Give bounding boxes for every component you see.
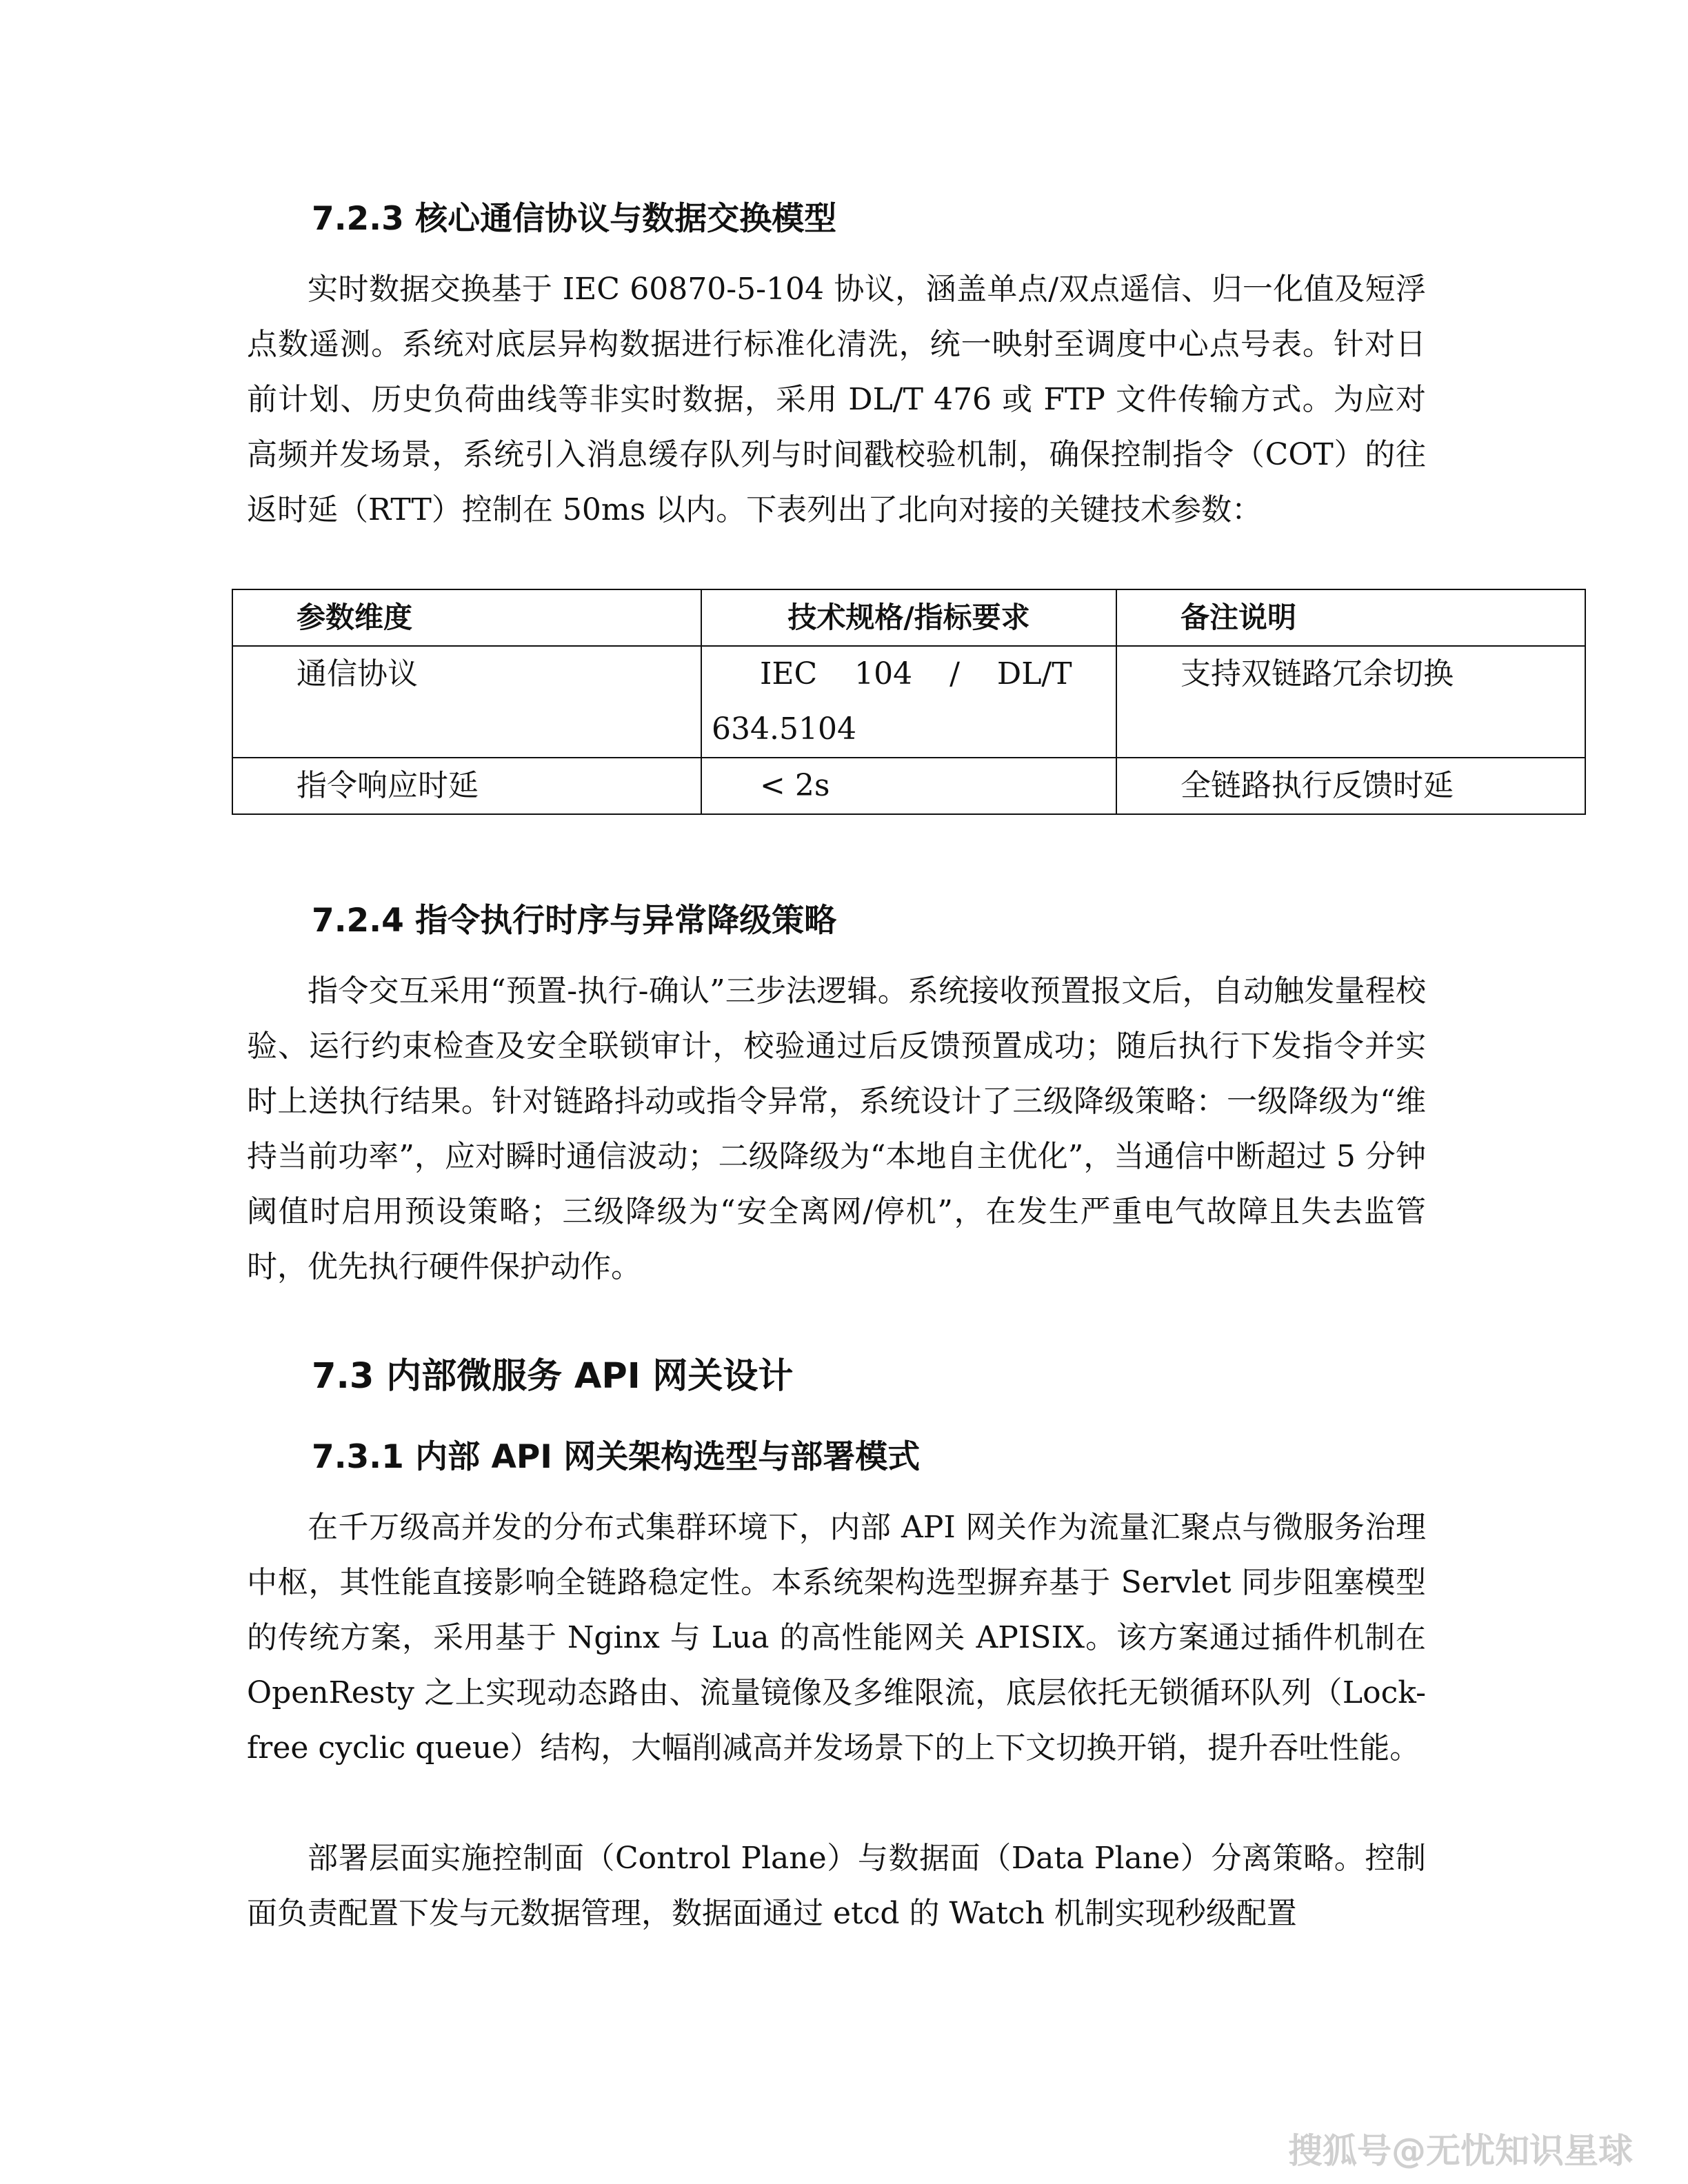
table-cell: IEC 104 / DL/T 634.5104 xyxy=(701,646,1116,758)
paragraph-7-3-1-b: 部署层面实施控制面（Control Plane）与数据面（Data Plane）分离策略。控制面负责配置下发与元数据管理，数据面通过 etcd 的 Watch 机制实现秒级配置 xyxy=(247,1841,1426,1931)
table-header-cell: 技术规格/指标要求 xyxy=(701,589,1116,646)
table-row xyxy=(232,758,1585,814)
paragraph-7-3-1-a: 在千万级高并发的分布式集群环境下，内部 API 网关作为流量汇聚点与微服务治理中枢，其性能直接影响全链路稳定性。本系统架构选型摒弃基于 Servlet 同步阻塞模型的传统方案，采用基于 Nginx 与 Lua 的高性能网关 APISIX。该方案通过插件机制在 OpenResty 之上实现动态路由、流量镜像及多维限流，底层依托无锁循环队列（Lock-free cyclic queue）结构，大幅削减高并发场景下的上下文切换开销，提升吞吐性能。 xyxy=(247,1510,1426,1766)
section-heading-7-2-3: 7.2.3 核心通信协议与数据交换模型 xyxy=(312,200,837,238)
table-cell: 全链路执行反馈时延 xyxy=(1116,758,1585,814)
table-cell: 指令响应时延 xyxy=(232,758,701,814)
table-header-cell: 备注说明 xyxy=(1116,589,1585,646)
table-cell: < 2s xyxy=(701,758,1116,814)
paragraph-7-2-4: 指令交互采用“预置-执行-确认”三步法逻辑。系统接收预置报文后，自动触发量程校验、运行约束检查及安全联锁审计，校验通过后反馈预置成功；随后执行下发指令并实时上送执行结果。针对链路抖动或指令异常，系统设计了三级降级策略：一级降级为“维持当前功率”，应对瞬时通信波动；二级降级为“本地自主优化”，当通信中断超过 5 分钟阈值时启用预设策略；三级降级为“安全离网/停机”，在发生严重电气故障且失去监管时，优先执行硬件保护动作。 xyxy=(247,973,1426,1284)
table-header-cell: 参数维度 xyxy=(232,589,701,646)
section-heading-7-3-1: 7.3.1 内部 API 网关架构选型与部署模式 xyxy=(312,1438,921,1476)
section-heading-7-2-4: 7.2.4 指令执行时序与异常降级策略 xyxy=(312,902,837,940)
technical-parameter-table xyxy=(232,589,1586,815)
paragraph-7-2-3: 实时数据交换基于 IEC 60870-5-104 协议，涵盖单点/双点遥信、归一化值及短浮点数遥测。系统对底层异构数据进行标准化清洗，统一映射至调度中心点号表。针对日前计划、历史负荷曲线等非实时数据，采用 DL/T 476 或 FTP 文件传输方式。为应对高频并发场景，系统引入消息缓存队列与时间戳校验机制，确保控制指令（COT）的往返时延（RTT）控制在 50ms 以内。下表列出了北向对接的关键技术参数： xyxy=(247,272,1426,527)
source-watermark: 搜狐号@无忧知识星球 xyxy=(1288,2131,1633,2171)
table-header-row xyxy=(232,589,1585,646)
table-row xyxy=(232,646,1585,758)
table-cell: 支持双链路冗余切换 xyxy=(1116,646,1585,758)
section-heading-7-3: 7.3 内部微服务 API 网关设计 xyxy=(312,1356,794,1397)
table-cell: 通信协议 xyxy=(232,646,701,758)
